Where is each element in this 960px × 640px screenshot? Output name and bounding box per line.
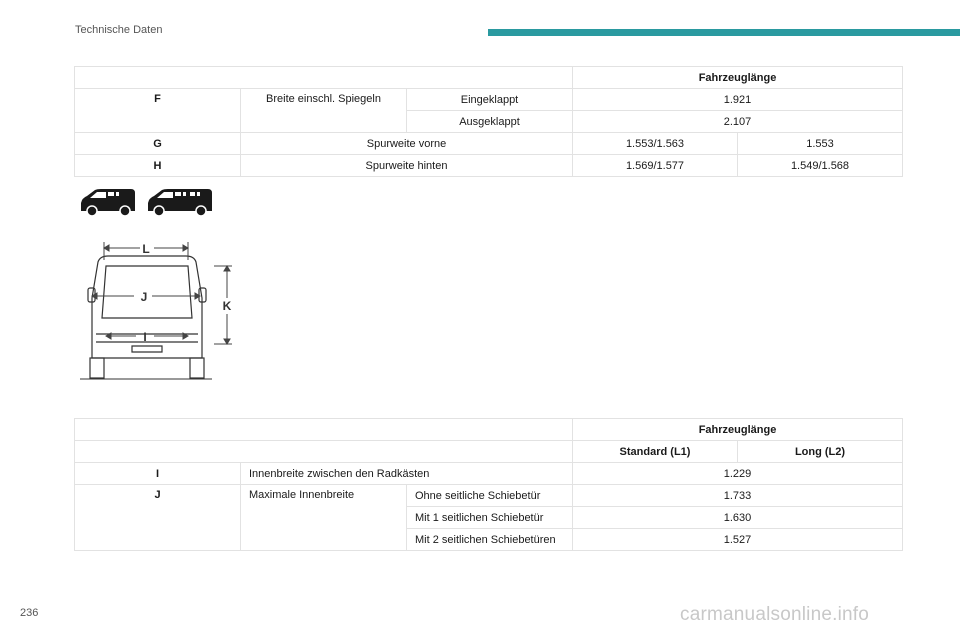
value-cell: 1.549/1.568 [738,155,903,177]
value-cell: 2.107 [573,111,903,133]
table-row [75,67,903,89]
table-row [75,89,903,111]
table-row [75,485,903,507]
watermark: carmanualsonline.info [680,604,870,625]
short-van-icon [81,189,135,216]
label-cell-g: Spurweite vorne [241,133,573,155]
standard-l1-header: Standard (L1) [573,441,738,463]
sub-label-cell: Mit 1 seitlichen Schiebetür [407,507,573,529]
header-accent-bar [488,29,960,36]
dimension-label-l: L [142,242,150,256]
value-cell: 1.229 [573,463,903,485]
value-cell: 1.553/1.563 [573,133,738,155]
value-cell: 1.921 [573,89,903,111]
page-number: 236 [20,607,39,619]
long-l2-header: Long (L2) [738,441,903,463]
table-row [75,463,903,485]
label-cell-j: Maximale Innenbreite [241,485,407,551]
vehicle-length-header: Fahrzeuglänge [573,419,903,441]
empty-header-cell [75,419,573,441]
value-cell: 1.733 [573,485,903,507]
sub-label-cell: Mit 2 seitlichen Schiebetüren [407,529,573,551]
label-cell-i: Innenbreite zwischen den Radkästen [241,463,573,485]
dimension-label-k: K [222,299,232,313]
value-cell: 1.569/1.577 [573,155,738,177]
long-van-icon [148,189,212,216]
code-cell-h: H [75,155,241,177]
dimension-label-i: I [143,330,147,344]
track-width-table [74,66,903,177]
table-row [75,133,903,155]
sub-label-cell: Ausgeklappt [407,111,573,133]
label-cell-h: Spurweite hinten [241,155,573,177]
vehicle-length-header: Fahrzeuglänge [573,67,903,89]
table-row [75,155,903,177]
section-title: Technische Daten [75,24,163,36]
dimension-label-j: J [140,290,148,304]
sub-label-cell: Eingeklappt [407,89,573,111]
interior-width-table [74,418,903,551]
sub-label-cell: Ohne seitliche Schiebetür [407,485,573,507]
van-variant-icons [79,187,214,219]
table-row [75,441,903,463]
value-cell: 1.553 [738,133,903,155]
value-cell: 1.630 [573,507,903,529]
value-cell: 1.527 [573,529,903,551]
table-row [75,419,903,441]
code-cell-f: F [75,89,241,133]
code-cell-j: J [75,485,241,551]
van-rear-outline [76,238,236,386]
empty-header-cell [75,67,573,89]
label-cell-f: Breite einschl. Spiegeln [241,89,407,133]
empty-header-cell [75,441,573,463]
rear-dimension-diagram [76,238,236,386]
code-cell-i: I [75,463,241,485]
code-cell-g: G [75,133,241,155]
